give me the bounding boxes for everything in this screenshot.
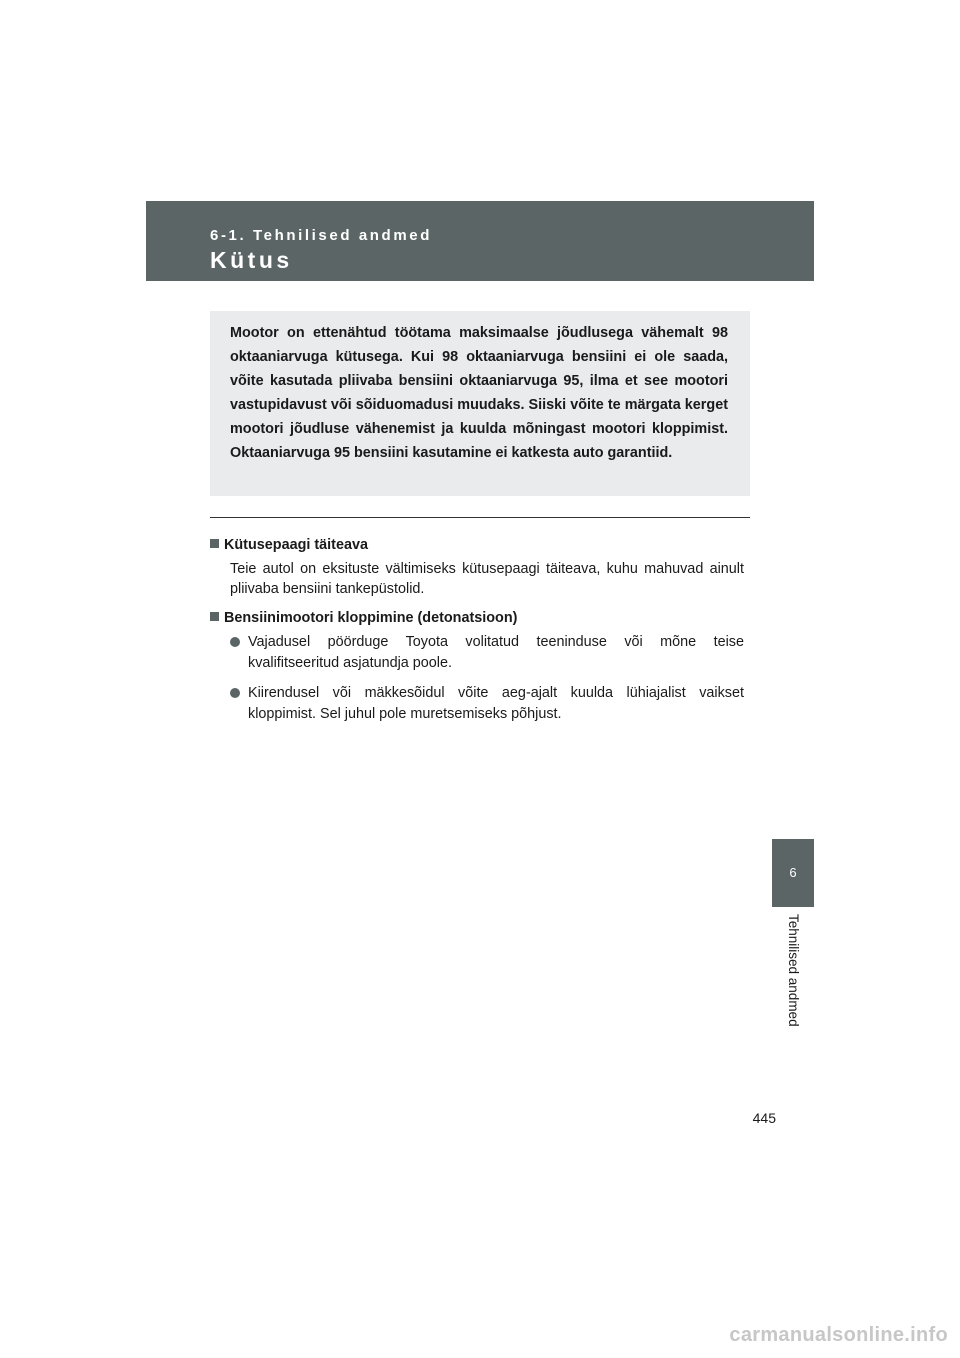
square-bullet-icon <box>210 539 219 548</box>
item-heading-text: Kütusepaagi täiteava <box>224 537 368 553</box>
watermark: carmanualsonline.info <box>729 1324 948 1346</box>
item-heading <box>210 608 744 629</box>
list-item-text: Vajadusel pöörduge Toyota volitatud teeninduse või mõne teise kvalifitseeritud asjatundja poole. <box>248 634 744 671</box>
notice-box <box>210 311 750 496</box>
fuel-filler-section <box>210 535 744 600</box>
list-item <box>210 632 744 679</box>
item-body-text: Teie autol on eksituste vältimiseks kütusepaagi täiteava, kuhu mahuvad ainult pliivaba bensiini tankepüstolid. <box>230 560 744 597</box>
page-title: Kütus <box>210 247 293 273</box>
list-item-text: Kiirendusel või mäkkesõidul võite aeg-ajalt kuulda lühiajalist vaikset kloppimist. Sel juhul pole muretsemiseks põhjust. <box>248 685 744 722</box>
item-heading-text: Bensiinimootori kloppimine (detonatsioon) <box>224 609 518 626</box>
main-content <box>210 535 744 738</box>
page-number: 445 <box>752 1110 776 1126</box>
notice-text: Mootor on ettenähtud töötama maksimaalse jõudlusega vähemalt 98 oktaaniarvuga kütusega. Kui 98 oktaaniarvuga bensiini ei ole saada, võite kasutada pliivaba bensiini oktaaniarvuga 95, ilma et see mootori vastupidavust või sõiduomadusi muudaks. Siiski võite te märgata kerget mootori jõudluse vähenemist ja kuulda mõningast mootori kloppimist. Oktaaniarvuga 95 bensiini kasutamine ei katkesta auto garantiid. <box>230 325 728 462</box>
round-bullet-icon <box>230 688 240 698</box>
chapter-tab <box>772 839 814 907</box>
section-divider <box>210 517 750 518</box>
round-bullet-icon <box>230 637 240 647</box>
knocking-section <box>210 608 744 731</box>
list-item <box>210 683 744 730</box>
chapter-side-label-text: Tehnilised andmed <box>786 914 801 1027</box>
item-heading <box>210 535 744 556</box>
chapter-header <box>146 201 814 281</box>
square-bullet-icon <box>210 612 219 621</box>
chapter-tab-number: 6 <box>789 865 797 880</box>
section-number: 6-1. Tehnilised andmed <box>210 227 432 244</box>
